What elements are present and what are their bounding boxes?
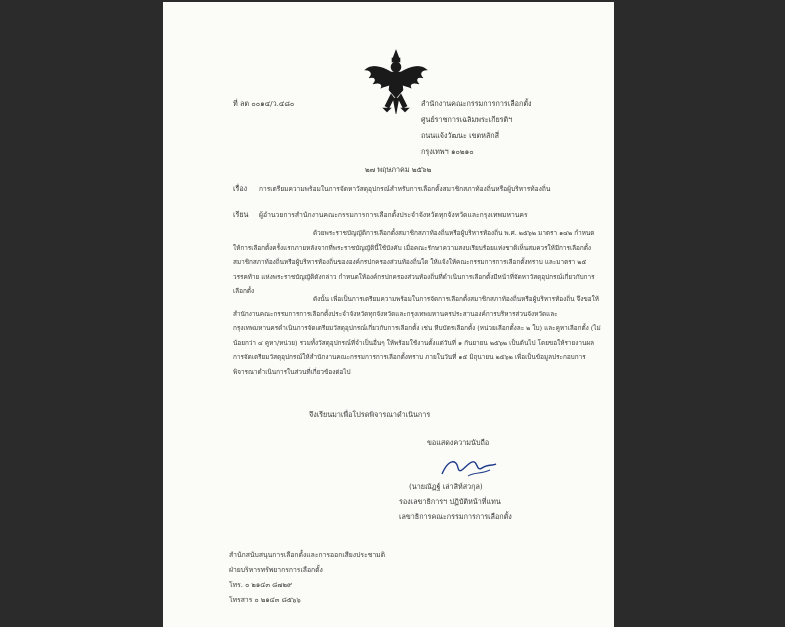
- to-label: เรียน: [233, 210, 249, 219]
- sender-line-1: สำนักงานคณะกรรมการการเลือกตั้ง: [421, 99, 532, 108]
- signer-title-2: เลขาธิการคณะกรรมการการเลือกตั้ง: [399, 512, 512, 521]
- body-paragraph-2: ดังนั้น เพื่อเป็นการเตรียมความพร้อมในการจัดการเลือกตั้งสมาชิกสภาท้องถิ่นหรือผู้บริหารท้องถิ่น จึงขอให้สำนักงานคณะกรรมการการเลือกตั้งประจำจังหวัดทุกจังหวัดและกรุงเทพมหานครประสานองค์การบริหารส่วนจังหวัดและกรุงเทพมหานครดำเนินการจัดเตรียมวัสดุอุปกรณ์เกี่ยวกับการเลือกตั้ง เช่น หีบบัตรเลือกตั้ง (หน่วยเลือกตั้งละ ๒ ใบ) และคูหาเลือกตั้ง (ไม่น้อยกว่า ๔ คูหา/หน่วย) รวมทั้งวัสดุอุปกรณ์ที่จำเป็นอื่นๆ ให้พร้อมใช้งานตั้งแต่วันที่ ๑ กันยายน ๒๕๖๒ เป็นต้นไป โดยขอให้รายงานผลการจัดเตรียมวัสดุอุปกรณ์ให้สำนักงานคณะกรรมการการเลือกตั้งทราบ ภายในวันที่ ๑๕ มิถุนายน ๒๕๖๒ เพื่อเป็นข้อมูลประกอบการพิจารณาดำเนินการในส่วนที่เกี่ยวข้องต่อไป: [233, 295, 601, 376]
- footer-line-2: ฝ่ายบริหารทรัพยากรการเลือกตั้ง: [229, 566, 323, 574]
- closing-salutation: ขอแสดงความนับถือ: [427, 438, 490, 447]
- reference-number: ที่ ลต ๐๐๑๔/ว.๔๘๐: [233, 99, 295, 108]
- sender-line-2: ศูนย์ราชการเฉลิมพระเกียรติฯ: [421, 115, 513, 124]
- subject-text: การเตรียมความพร้อมในการจัดหาวัสดุอุปกรณ์สำหรับการเลือกตั้งสมาชิกสภาท้องถิ่นหรือผู้บริหารท้องถิ่น: [259, 185, 551, 193]
- subject-label: เรื่อง: [233, 184, 248, 193]
- signer-name: (นายณัฏฐ์ เล่าสิห์สวกุล): [409, 482, 483, 491]
- closing-request: จึงเรียนมาเพื่อโปรดพิจารณาดำเนินการ: [309, 410, 431, 419]
- signature-icon: [438, 454, 498, 482]
- letter-page: [163, 2, 614, 627]
- letter-date: ๒๗ พฤษภาคม ๒๕๖๒: [365, 165, 432, 174]
- footer-line-3: โทร. ๐ ๒๑๔๓ ๘๗๒๙: [229, 581, 292, 589]
- footer-line-1: สำนักสนับสนุนการเลือกตั้งและการออกเสียงประชามติ: [229, 551, 386, 559]
- sender-line-3: ถนนแจ้งวัฒนะ เขตหลักสี่: [421, 131, 500, 140]
- signer-title-1: รองเลขาธิการฯ ปฏิบัติหน้าที่แทน: [399, 497, 501, 506]
- sender-line-4: กรุงเทพฯ ๑๐๒๑๐: [421, 147, 474, 156]
- body-paragraph-1: ด้วยพระราชบัญญัติการเลือกตั้งสมาชิกสภาท้องถิ่นหรือผู้บริหารท้องถิ่น พ.ศ. ๒๕๖๒ มาตรา ๑๔๒ กำหนดให้การเลือกตั้งครั้งแรกภายหลังจากที่พระราชบัญญัตินี้ใช้บังคับ เมื่อคณะรักษาความสงบเรียบร้อยแห่งชาติเห็นสมควรให้มีการเลือกตั้งสมาชิกสภาท้องถิ่นหรือผู้บริหารท้องถิ่นขององค์กรปกครองส่วนท้องถิ่นใด ให้แจ้งให้คณะกรรมการการเลือกตั้งทราบ และมาตรา ๒๕ วรรคท้าย แห่งพระราชบัญญัติดังกล่าว กำหนดให้องค์กรปกครองส่วนท้องถิ่นที่ดำเนินการเลือกตั้งมีหน้าที่จัดหาวัสดุอุปกรณ์เกี่ยวกับการเลือกตั้ง: [233, 229, 595, 296]
- to-text: ผู้อำนวยการสำนักงานคณะกรรมการการเลือกตั้งประจำจังหวัดทุกจังหวัดและกรุงเทพมหานคร: [259, 211, 528, 219]
- footer-line-4: โทรสาร ๐ ๒๑๔๓ ๘๕๖๖: [229, 596, 301, 604]
- garuda-emblem-icon: [363, 48, 429, 116]
